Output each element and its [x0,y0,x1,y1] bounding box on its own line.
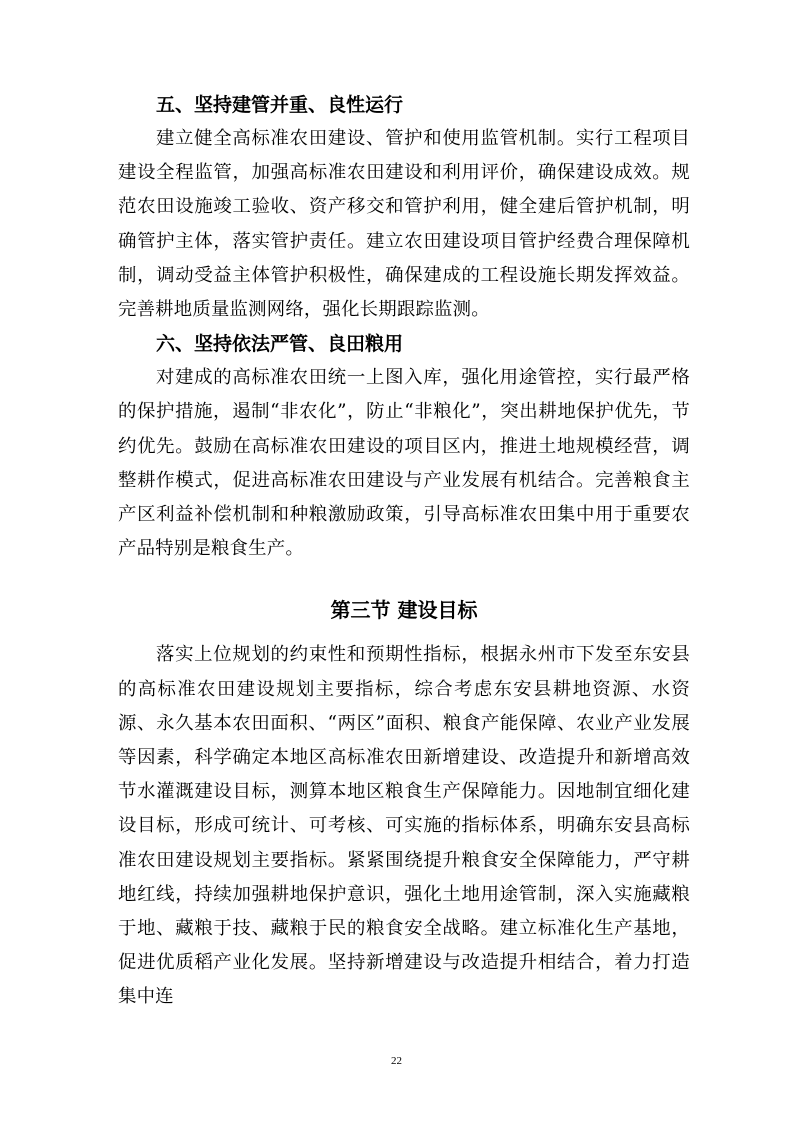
heading-principle-5: 五、坚持建管并重、良性运行 [156,94,404,116]
section-title: 第三节 建设目标 [330,598,478,623]
paragraph-construction-goals: 落实上位规划的约束性和预期性指标，根据永州市下发至东安县的高标准农田建设规划主要指标，综合考虑东安县耕地资源、水资源、永久基本农田面积、“两区”面积、粮食产能保障、农业产业发展等因素，科学确定本地区高标准农田新增建设、改造提升和新增高效节水灌溉建设目标，测算本地区粮食生产保障能力。因地制宜细化建设目标，形成可统计、可考核、可实施的指标体系，明确东安县高标准农田建设规划主要指标。紧紧围绕提升粮食安全保障能力，严守耕地红线，持续加强耕地保护意识，强化土地用途管制，深入实施藏粮于地、藏粮于技、藏粮于民的粮食安全战略。建立标准化生产基地，促进优质稻产业化发展。坚持新增建设与改造提升相结合，着力打造集中连 [118,644,690,1008]
page-number: 22 [391,1055,402,1067]
paragraph-principle-5: 建立健全高标准农田建设、管护和使用监管机制。实行工程项目建设全程监管，加强高标准农田建设和利用评价，确保建设成效。规范农田设施竣工验收、资产移交和管护利用，健全建后管护机制，明确管护主体，落实管护责任。建立农田建设项目管护经费合理保障机制，调动受益主体管护积极性，确保建成的工程设施长期发挥效益。完善耕地质量监测网络，强化长期跟踪监测。 [118,128,690,321]
paragraph-principle-6: 对建成的高标准农田统一上图入库，强化用途管控，实行最严格的保护措施，遏制“非农化”，防止“非粮化”，突出耕地保护优先，节约优先。鼓励在高标准农田建设的项目区内，推进土地规模经营，调整耕作模式，促进高标准农田建设与产业发展有机结合。完善粮食主产区利益补偿机制和种粮激励政策，引导高标准农田集中用于重要农产品特别是粮食生产。 [118,367,690,560]
heading-principle-6: 六、坚持依法严管、良田粮用 [156,333,404,356]
document-page [118,88,690,1015]
